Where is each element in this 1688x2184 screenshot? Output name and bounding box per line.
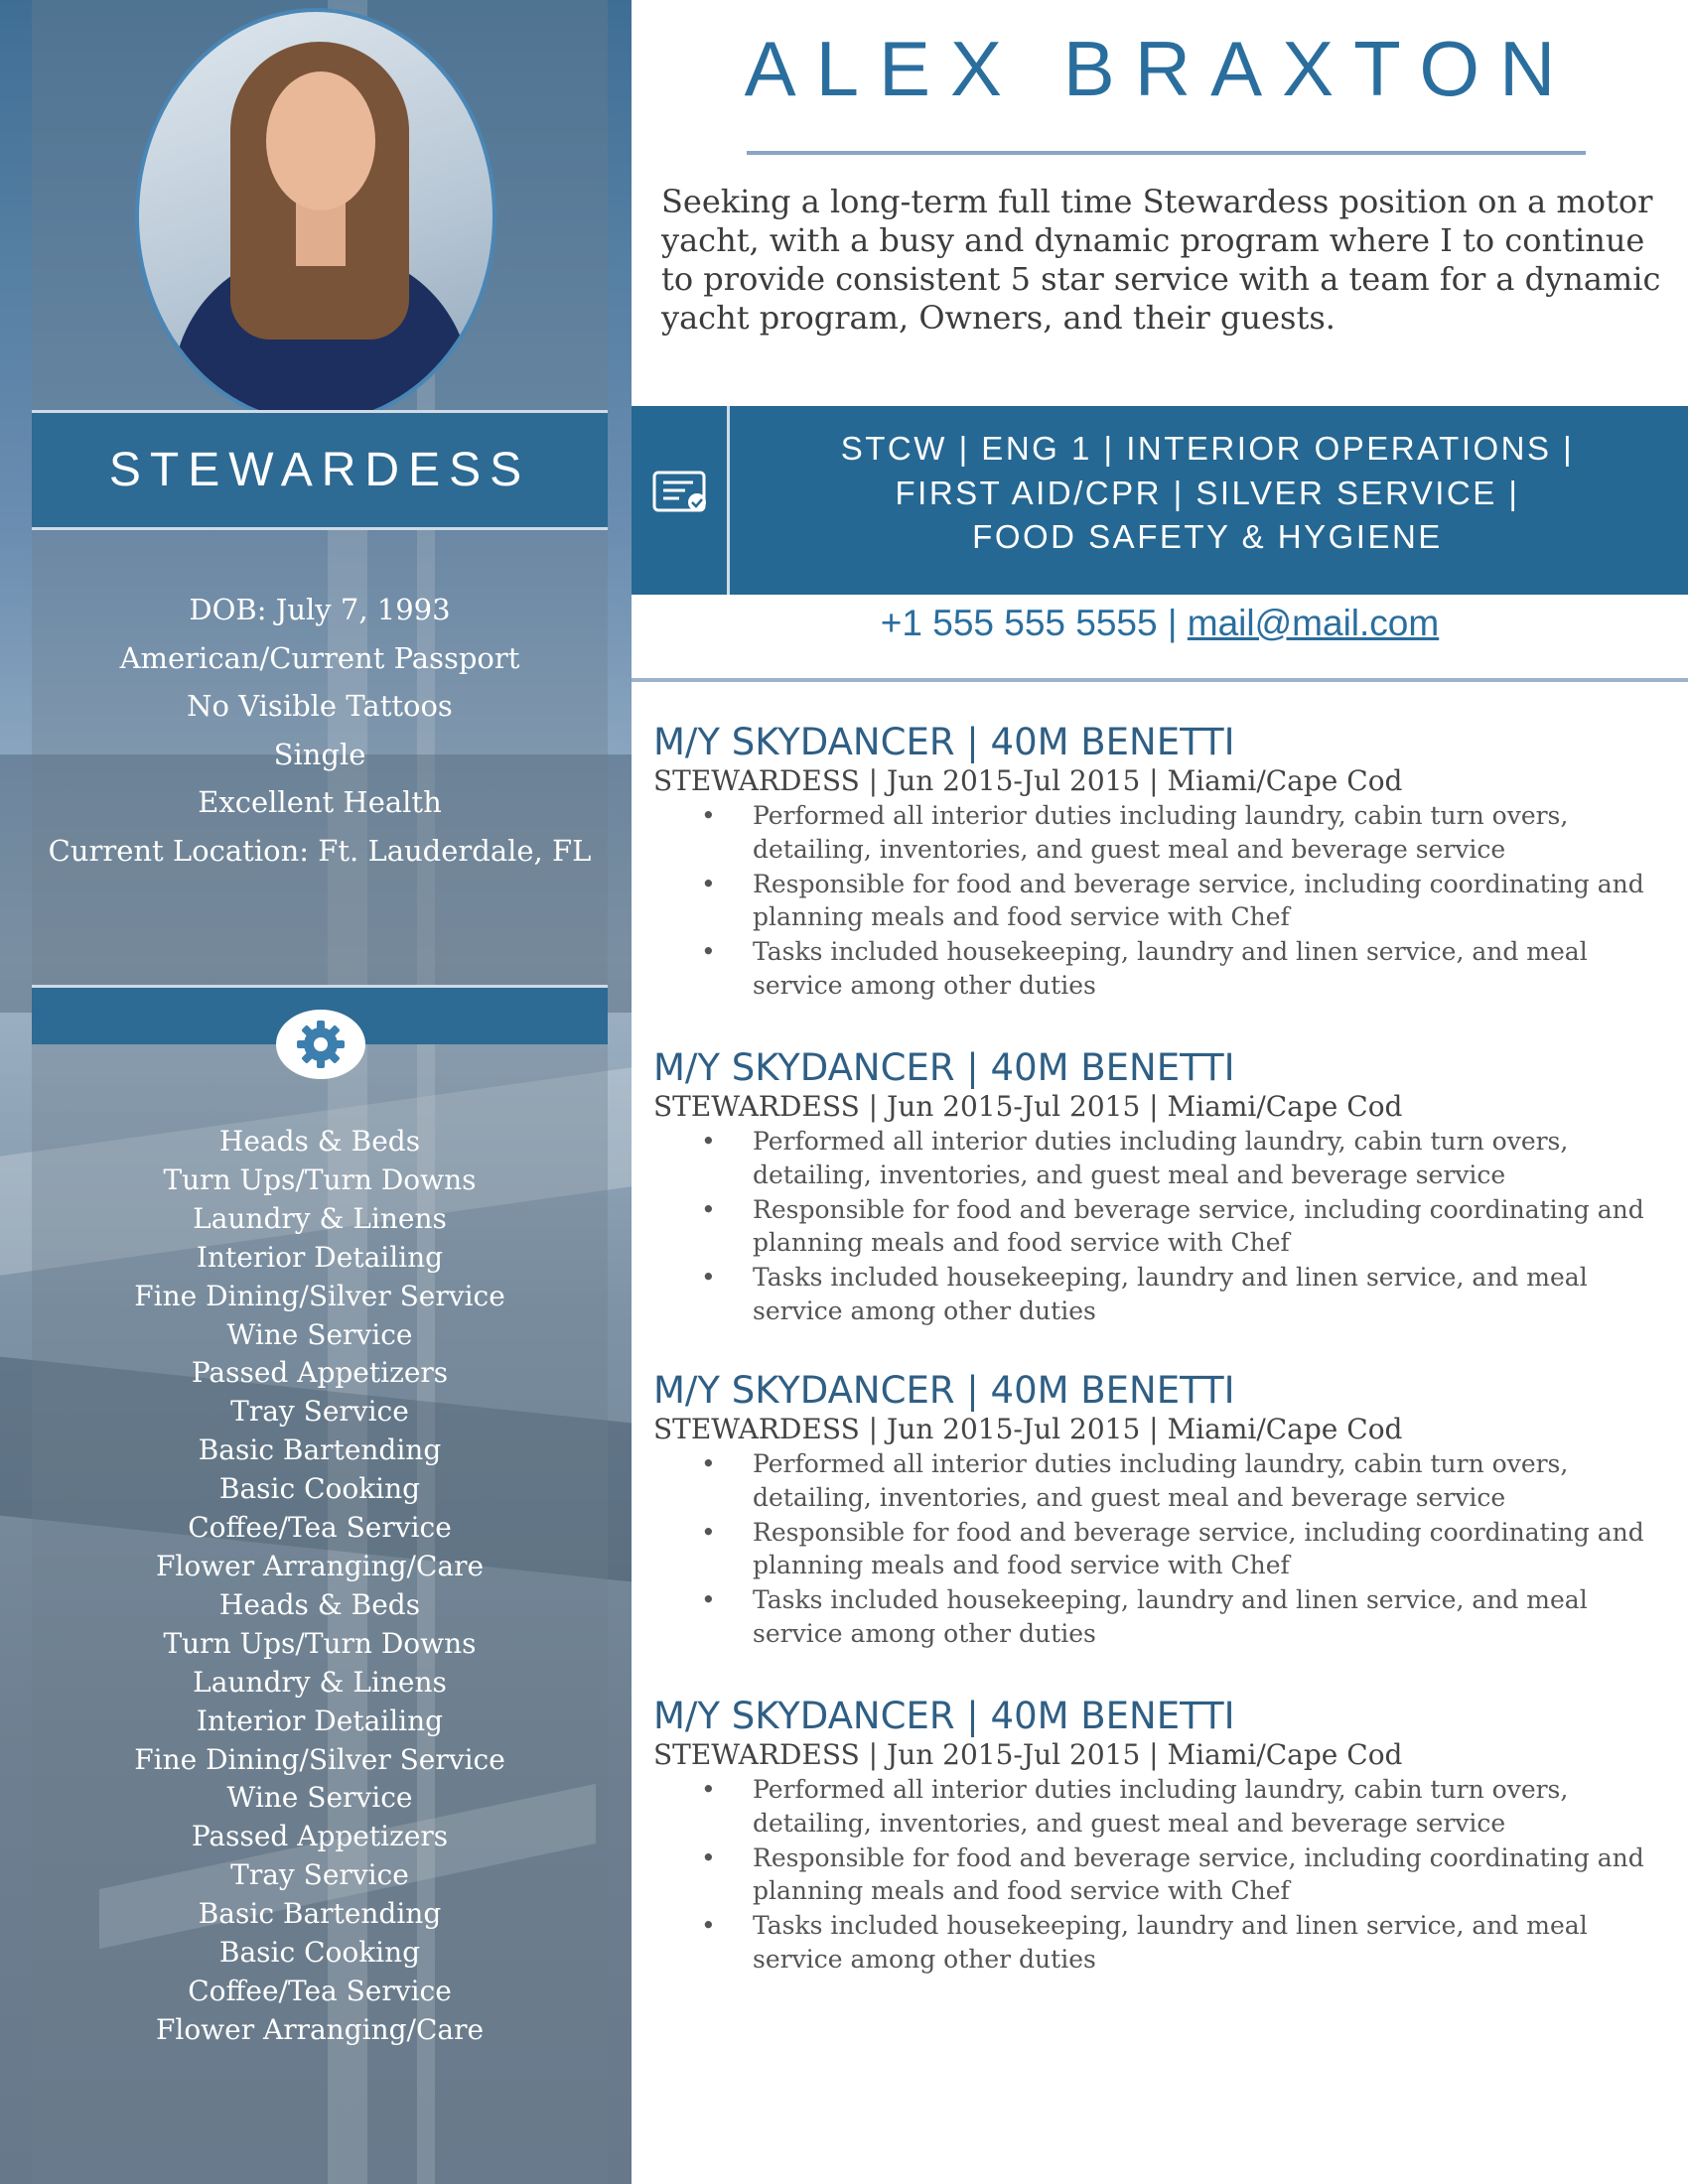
- experience-bullet: • Performed all interior duties including laundry, cabin turn overs, detailing, inventories, and guest meal and beverage service: [693, 1773, 1676, 1840]
- contact-separator: |: [1167, 603, 1178, 643]
- skill-item: Flower Arranging/Care: [155, 1549, 485, 1582]
- personal-detail: No Visible Tattoos: [187, 689, 453, 723]
- skill-item: Passed Appetizers: [191, 1356, 449, 1390]
- certificate-icon: [651, 469, 711, 518]
- experience-bullet: • Tasks included housekeeping, laundry and linen service, and meal service among other duties: [693, 935, 1676, 1002]
- certification-line: STCW | ENG 1 | INTERIOR OPERATIONS |: [840, 430, 1575, 467]
- contact-line: [632, 603, 1688, 644]
- skill-item: Fine Dining/Silver Service: [134, 1279, 505, 1312]
- experience-subheading: STEWARDESS | Jun 2015-Jul 2015 | Miami/Cape Cod: [653, 1413, 1403, 1445]
- objective-statement: Seeking a long-term full time Stewardess position on a motor yacht, with a busy and dynamic program where I to continue to provide consistent 5 star service with a team for a dynamic yacht program, Owners, and their guests.: [661, 183, 1661, 337]
- experience-heading: M/Y SKYDANCER | 40M BENETTI: [653, 1695, 1235, 1737]
- experience-bullet: • Tasks included housekeeping, laundry and linen service, and meal service among other duties: [693, 1261, 1676, 1327]
- skill-item: Turn Ups/Turn Downs: [163, 1162, 477, 1196]
- experience-subheading: STEWARDESS | Jun 2015-Jul 2015 | Miami/Cape Cod: [653, 1738, 1403, 1771]
- experience-bullet: • Tasks included housekeeping, laundry and linen service, and meal service among other duties: [693, 1909, 1676, 1976]
- skill-item: Basic Cooking: [218, 1936, 421, 1970]
- profile-photo: [135, 8, 496, 425]
- personal-detail: Excellent Health: [198, 785, 442, 819]
- personal-detail: DOB: July 7, 1993: [189, 593, 451, 626]
- skill-item: Wine Service: [226, 1317, 413, 1351]
- experience-entry: [653, 1046, 1676, 1329]
- skill-item: Laundry & Linens: [193, 1201, 447, 1235]
- personal-detail: Current Location: Ft. Lauderdale, FL: [48, 833, 592, 868]
- job-title: STEWARDESS: [108, 444, 531, 496]
- experience-bullet: • Performed all interior duties including laundry, cabin turn overs, detailing, inventories, and guest meal and beverage service: [693, 1125, 1676, 1191]
- experience-bullet: • Tasks included housekeeping, laundry and linen service, and meal service among other duties: [693, 1583, 1676, 1650]
- skill-item: Interior Detailing: [196, 1240, 444, 1274]
- divider: [632, 678, 1688, 682]
- skill-item: Interior Detailing: [196, 1704, 444, 1737]
- skill-item: Basic Bartending: [198, 1897, 442, 1931]
- personal-details: [32, 586, 608, 875]
- skill-item: Tray Service: [230, 1858, 409, 1892]
- experience-heading: M/Y SKYDANCER | 40M BENETTI: [653, 721, 1235, 763]
- divider: [727, 406, 730, 595]
- experience-subheading: STEWARDESS | Jun 2015-Jul 2015 | Miami/Cape Cod: [653, 764, 1403, 797]
- skill-item: Fine Dining/Silver Service: [134, 1742, 505, 1776]
- experience-bullet: • Performed all interior duties including laundry, cabin turn overs, detailing, inventories, and guest meal and beverage service: [693, 1447, 1676, 1514]
- skill-item: Laundry & Linens: [193, 1665, 447, 1699]
- experience-bullet: • Responsible for food and beverage service, including coordinating and planning meals and food service with Chef: [693, 1516, 1676, 1582]
- skill-item: Heads & Beds: [218, 1125, 421, 1158]
- experience-bullet: • Responsible for food and beverage service, including coordinating and planning meals and food service with Chef: [693, 868, 1676, 934]
- experience-subheading: STEWARDESS | Jun 2015-Jul 2015 | Miami/Cape Cod: [653, 1090, 1403, 1123]
- skill-item: Coffee/Tea Service: [188, 1974, 452, 2007]
- skill-item: Heads & Beds: [218, 1587, 421, 1621]
- skills-list: [32, 1123, 608, 2050]
- job-title-banner: [32, 410, 608, 530]
- certification-line: FOOD SAFETY & HYGIENE: [972, 518, 1443, 555]
- skill-item: Tray Service: [230, 1395, 409, 1429]
- experience-entry: [653, 1695, 1676, 1978]
- personal-detail: Single: [273, 737, 366, 771]
- divider: [747, 151, 1586, 155]
- experience-entry: [653, 721, 1676, 1004]
- skill-item: Turn Ups/Turn Downs: [163, 1626, 477, 1660]
- skill-item: Wine Service: [226, 1781, 413, 1815]
- skill-item: Passed Appetizers: [191, 1820, 449, 1853]
- experience-entry: [653, 1369, 1676, 1652]
- candidate-name: ALEX BRAXTON: [744, 25, 1576, 112]
- experience-bullet: • Performed all interior duties including laundry, cabin turn overs, detailing, inventories, and guest meal and beverage service: [693, 799, 1676, 866]
- experience-bullet: • Responsible for food and beverage service, including coordinating and planning meals and food service with Chef: [693, 1842, 1676, 1908]
- certifications-list: [743, 427, 1672, 560]
- certification-line: FIRST AID/CPR | SILVER SERVICE |: [895, 474, 1520, 511]
- phone-number: +1 555 555 5555: [880, 603, 1158, 643]
- experience-heading: M/Y SKYDANCER | 40M BENETTI: [653, 1369, 1235, 1412]
- skill-item: Basic Bartending: [198, 1433, 442, 1467]
- skill-item: Flower Arranging/Care: [155, 2012, 485, 2046]
- skill-item: Basic Cooking: [218, 1472, 421, 1506]
- email-link[interactable]: mail@mail.com: [1187, 603, 1440, 643]
- personal-detail: American/Current Passport: [119, 640, 520, 675]
- gear-icon: [276, 1010, 365, 1079]
- skill-item: Coffee/Tea Service: [188, 1511, 452, 1545]
- experience-heading: M/Y SKYDANCER | 40M BENETTI: [653, 1046, 1235, 1089]
- experience-bullet: • Responsible for food and beverage service, including coordinating and planning meals and food service with Chef: [693, 1193, 1676, 1260]
